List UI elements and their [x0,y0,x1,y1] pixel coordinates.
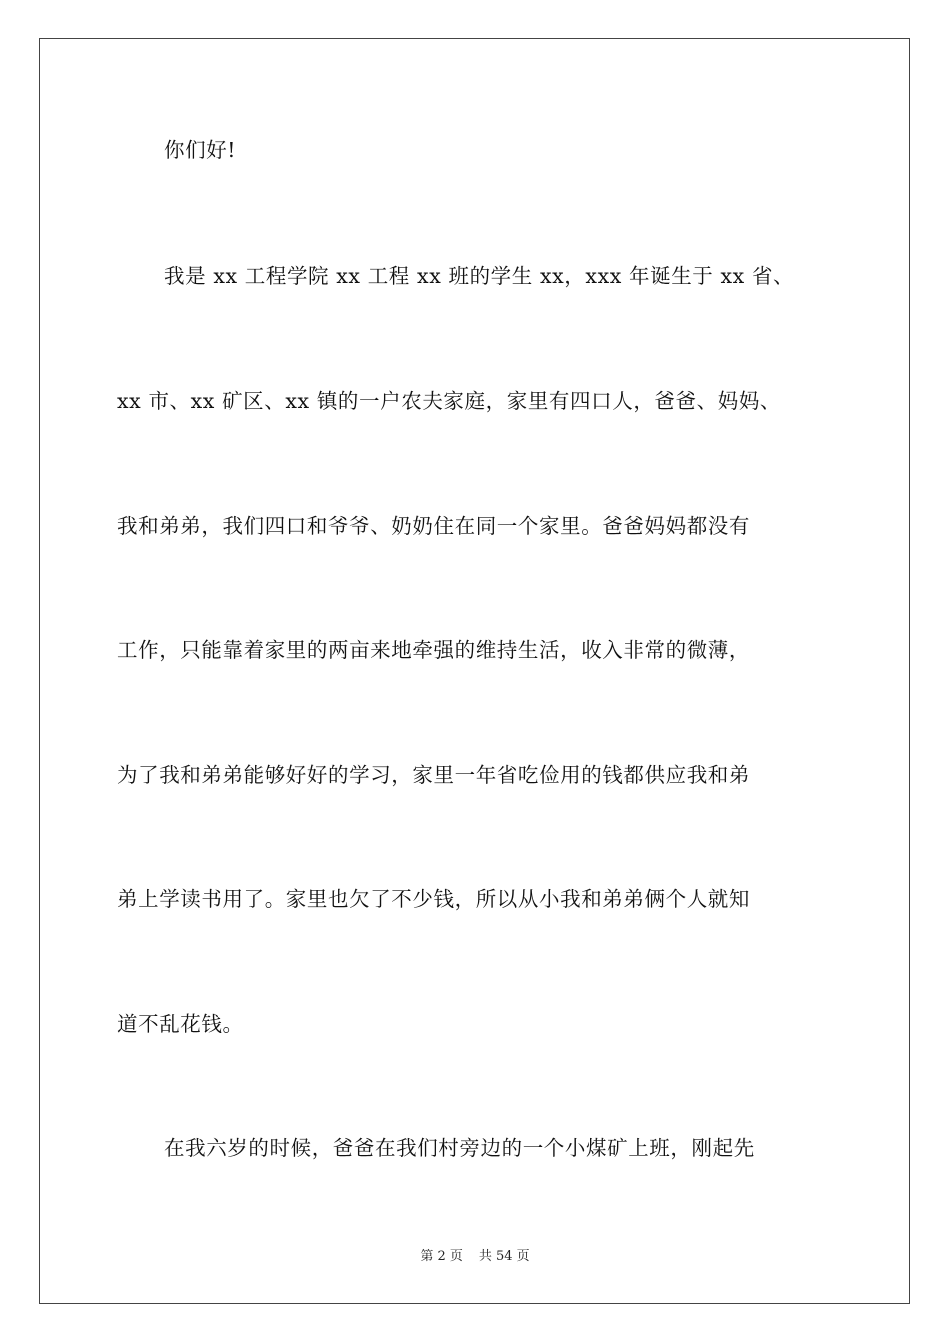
body-line-6: 弟上学读书用了。家里也欠了不少钱，所以从小我和弟弟俩个人就知 [117,887,750,911]
body-line-8: 在我六岁的时候，爸爸在我们村旁边的一个小煤矿上班，刚起先 [164,1136,755,1160]
body-line-5: 为了我和弟弟能够好好的学习，家里一年省吃俭用的钱都供应我和弟 [117,763,750,787]
body-line-4: 工作，只能靠着家里的两亩来地牵强的维持生活，收入非常的微薄， [117,638,750,662]
body-line-7: 道不乱花钱。 [117,1012,244,1036]
body-line-2: xx 市、xx 矿区、xx 镇的一户农夫家庭，家里有四口人，爸爸、妈妈、 [117,389,782,413]
page-footer [0,1248,950,1266]
page-frame [39,38,910,1304]
body-line-3: 我和弟弟，我们四口和爷爷、奶奶住在同一个家里。爸爸妈妈都没有 [117,514,750,538]
greeting-line: 你们好! [164,138,237,162]
page-number: 第 2 页 [420,1249,463,1264]
page-total: 共 54 页 [478,1249,530,1264]
body-line-1: 我是 xx 工程学院 xx 工程 xx 班的学生 xx，xxx 年诞生于 xx 省、 [164,264,795,288]
